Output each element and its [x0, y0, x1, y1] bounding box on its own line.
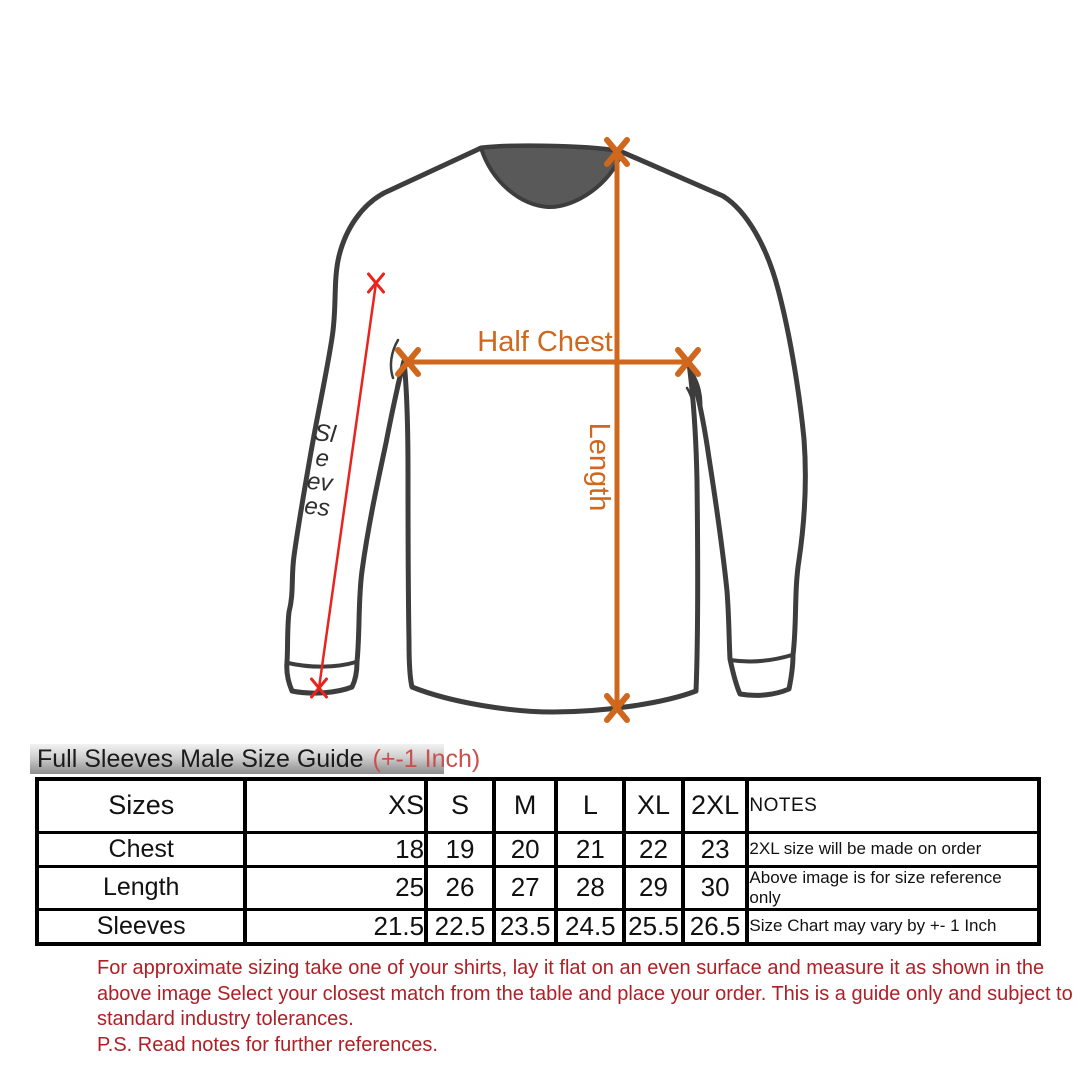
table-row-length — [37, 866, 1039, 909]
table-row-chest — [37, 832, 1039, 866]
footer-line: standard industry tolerances. — [97, 1008, 354, 1030]
cell-value: 21 — [556, 832, 624, 866]
cell-value: 28 — [556, 866, 624, 909]
row-label: Length — [37, 866, 245, 909]
cell-value: 23.5 — [494, 909, 557, 944]
header-l: L — [556, 779, 624, 832]
cell-value: 20 — [494, 832, 557, 866]
row-label: Sleeves — [37, 909, 245, 944]
header-sizes: Sizes — [37, 779, 245, 832]
size-table — [35, 777, 1041, 946]
title-bar — [30, 744, 481, 774]
cell-value: 24.5 — [556, 909, 624, 944]
row-label: Chest — [37, 832, 245, 866]
header-s: S — [426, 779, 494, 832]
shirt-drawing — [287, 146, 806, 712]
footer-instructions — [97, 956, 1073, 1058]
length-label: Length — [583, 422, 615, 512]
header-2xl: 2XL — [683, 779, 748, 832]
cell-value: 26.5 — [683, 909, 748, 944]
cell-value: 21.5 — [245, 909, 426, 944]
footer-line: above image Select your closest match from the table and place your order. This is a guide only and subject to — [97, 982, 1073, 1005]
cell-value: 25 — [245, 866, 426, 909]
cell-note: 2XL size will be made on order — [747, 832, 1039, 866]
table-header-row — [37, 779, 1039, 832]
header-notes: NOTES — [747, 779, 1039, 832]
cell-note: Above image is for size reference only — [747, 866, 1039, 909]
table-row-sleeves — [37, 909, 1039, 944]
cell-value: 18 — [245, 832, 426, 866]
footer-line: For approximate sizing take one of your shirts, lay it flat on an even surface and measure it as shown in the — [97, 957, 1045, 979]
tolerance-note: (+-1 Inch) — [372, 744, 481, 773]
cell-value: 22 — [624, 832, 683, 866]
footer-line: P.S. Read notes for further references. — [97, 1033, 438, 1056]
cell-value: 30 — [683, 866, 748, 909]
cell-value: 29 — [624, 866, 683, 909]
cell-value: 23 — [683, 832, 748, 866]
cell-note: Size Chart may vary by +- 1 Inch — [747, 909, 1039, 944]
sleeves-label: Sleeves — [303, 419, 337, 522]
page-title: Full Sleeves Male Size Guide — [37, 744, 364, 773]
half-chest-label: Half Chest — [477, 326, 613, 358]
header-m: M — [494, 779, 557, 832]
cell-value: 19 — [426, 832, 494, 866]
header-xl: XL — [624, 779, 683, 832]
cell-value: 26 — [426, 866, 494, 909]
header-xs: XS — [245, 779, 426, 832]
shirt-outline — [287, 146, 806, 712]
cell-value: 27 — [494, 866, 557, 909]
cell-value: 25.5 — [624, 909, 683, 944]
cell-value: 22.5 — [426, 909, 494, 944]
